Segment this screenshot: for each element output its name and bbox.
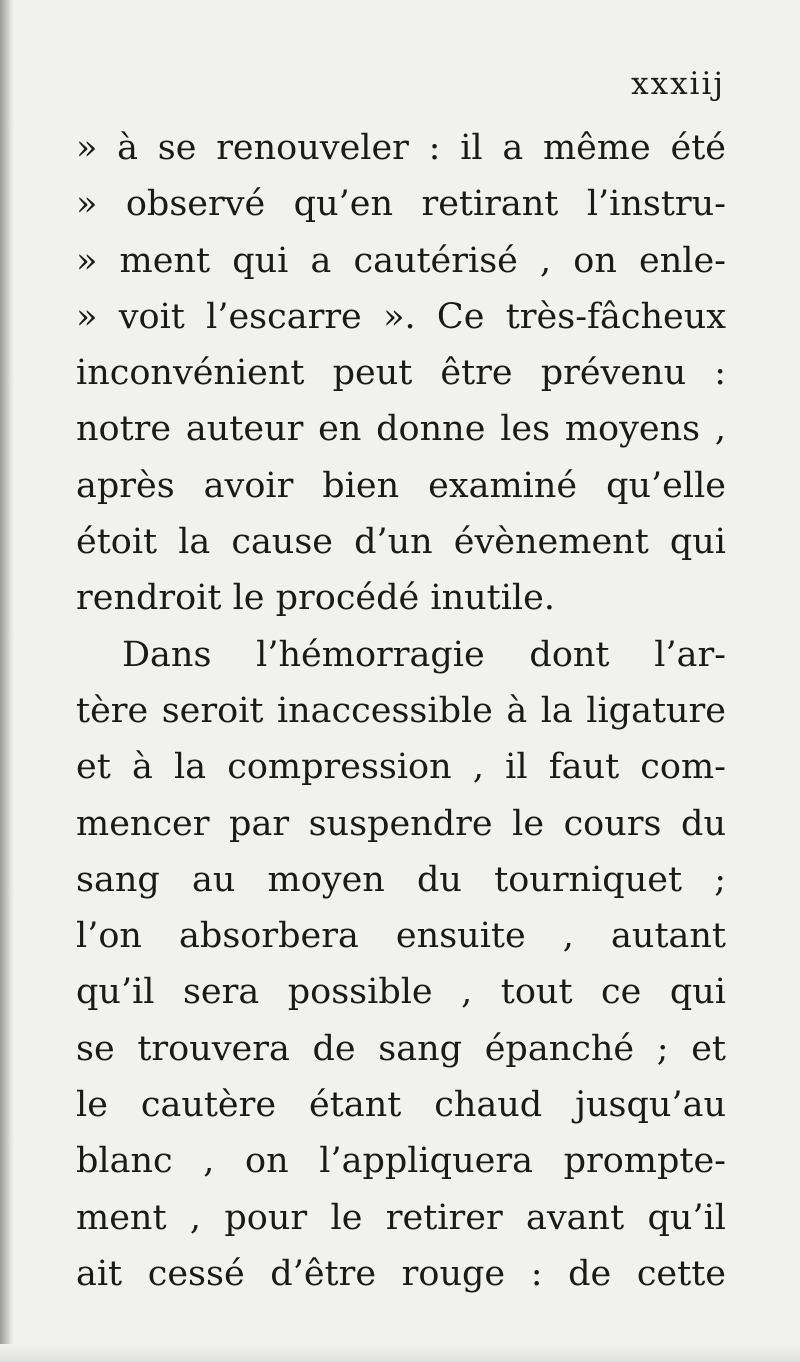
text-line: ment , pour le retirer avant qu’il <box>76 1197 726 1238</box>
text-line: tère seroit inaccessible à la ligature <box>76 690 726 731</box>
text-line: rendroit le procédé inutile. <box>76 578 555 619</box>
body-text <box>76 120 726 1302</box>
page-gutter-shadow <box>0 0 14 1362</box>
page-number: xxxiij <box>631 66 725 102</box>
text-line: mencer par suspendre le cours du <box>76 803 726 844</box>
text-line: » observé qu’en retirant l’instru- <box>76 184 726 225</box>
text-line: se trouvera de sang épanché ; et <box>76 1028 726 1069</box>
text-line: inconvénient peut être prévenu : <box>76 353 726 394</box>
text-line: ait cessé d’être rouge : de cette <box>76 1253 726 1294</box>
text-line: le cautère étant chaud jusqu’au <box>76 1085 726 1126</box>
text-line: » à se renouveler : il a même été <box>76 128 726 168</box>
text-line: » ment qui a cautérisé , on enle- <box>76 240 726 281</box>
page-bottom-edge <box>0 1344 800 1362</box>
paragraph-first-line: Dans l’hémorragie dont l’ar- <box>122 634 726 675</box>
text-line: notre auteur en donne les moyens , <box>76 409 726 450</box>
text-line: étoit la cause d’un évènement qui <box>76 522 726 563</box>
text-line: sang au moyen du tourniquet ; <box>76 859 726 900</box>
text-line: et à la compression , il faut com- <box>76 747 726 788</box>
text-line: après avoir bien examiné qu’elle <box>76 465 726 506</box>
text-line: » voit l’escarre ». Ce très-fâcheux <box>76 296 726 337</box>
text-line: l’on absorbera ensuite , autant <box>76 916 726 957</box>
text-line: qu’il sera possible , tout ce qui <box>76 972 726 1013</box>
text-line: blanc , on l’appliquera prompte- <box>76 1141 726 1182</box>
